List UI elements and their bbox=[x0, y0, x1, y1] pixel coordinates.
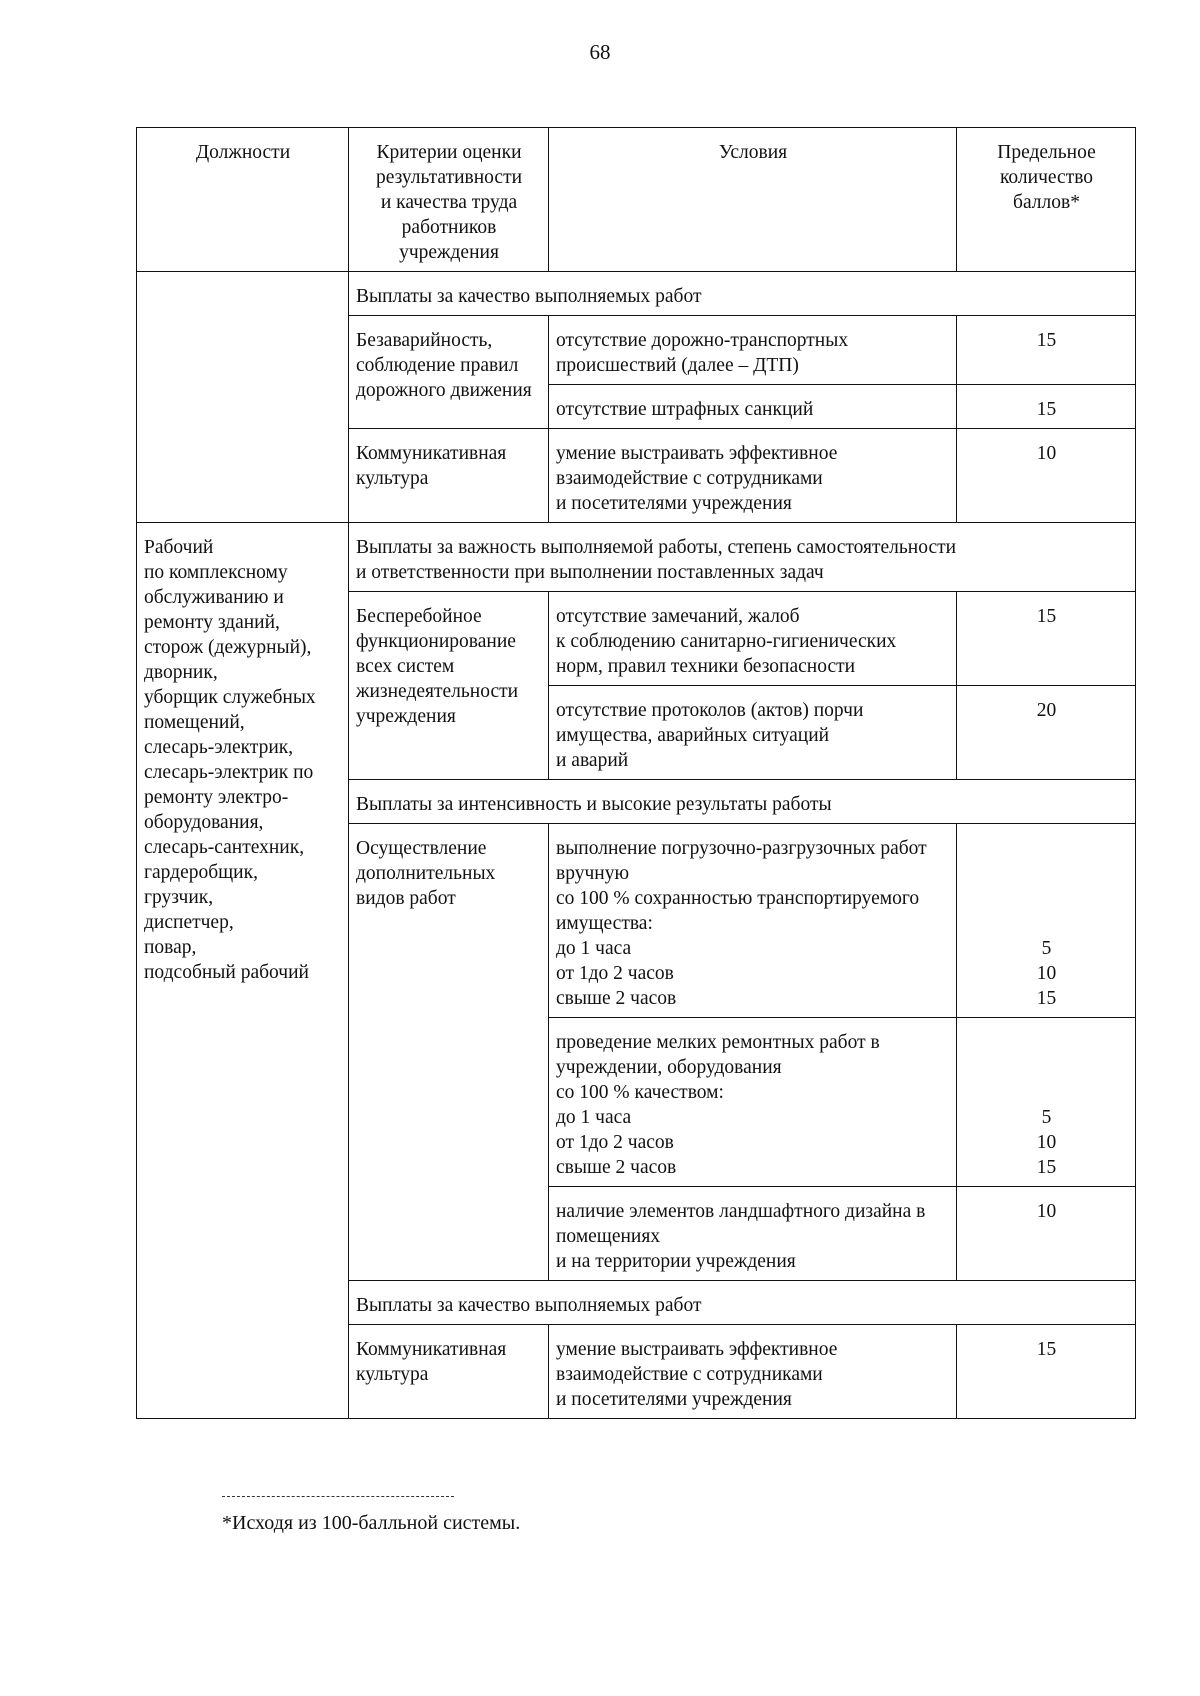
header-conditions: Условия bbox=[549, 128, 957, 272]
section-heading: Выплаты за интенсивность и высокие результаты работы bbox=[349, 780, 1136, 824]
points-cell: 15 bbox=[957, 592, 1136, 686]
condition-cell: наличие элементов ландшафтного дизайна в помещениях и на территории учреждения bbox=[549, 1187, 957, 1281]
criterion-cell: Коммуникативная культура bbox=[349, 1325, 549, 1419]
points-cell: 15 bbox=[957, 385, 1136, 429]
criterion-cell: Безаварийность, соблюдение правил дорожного движения bbox=[349, 316, 549, 429]
condition-cell: умение выстраивать эффективное взаимодействие с сотрудниками и посетителями учреждения bbox=[549, 429, 957, 523]
page-number: 68 bbox=[589, 40, 611, 64]
points-cell: 15 bbox=[957, 1325, 1136, 1419]
section-heading: Выплаты за качество выполняемых работ bbox=[349, 272, 1136, 316]
criteria-table bbox=[136, 127, 1136, 1419]
criterion-cell: Осуществление дополнительных видов работ bbox=[349, 824, 549, 1281]
header-max-points: Предельное количество баллов* bbox=[957, 128, 1136, 272]
criterion-cell: Бесперебойное функционирование всех систем жизнедеятельности учреждения bbox=[349, 592, 549, 780]
condition-cell: отсутствие штрафных санкций bbox=[549, 385, 957, 429]
table-row bbox=[137, 272, 1136, 316]
points-cell: 15 bbox=[957, 316, 1136, 385]
positions-list-cell: Рабочий по комплексному обслуживанию и ремонту зданий, сторож (дежурный), дворник, уборщик служебных помещений, слесарь-электрик, слесарь-электрик по ремонту электро- оборудования, слесарь-сантехник, гардеробщик, грузчик, диспетчер, повар, подсобный рабочий bbox=[137, 523, 349, 1419]
condition-cell: проведение мелких ремонтных работ в учреждении, оборудования со 100 % качеством: до 1 часа от 1до 2 часов свыше 2 часов bbox=[549, 1018, 957, 1187]
footnote: *Исходя из 100-балльной системы. bbox=[222, 1512, 521, 1534]
points-cell: 10 bbox=[957, 429, 1136, 523]
criterion-cell: Коммуникативная культура bbox=[349, 429, 549, 523]
table-row bbox=[137, 523, 1136, 592]
points-cell: 10 bbox=[957, 1187, 1136, 1281]
positions-cell-empty bbox=[137, 272, 349, 523]
condition-cell: выполнение погрузочно-разгрузочных работ вручную со 100 % сохранностью транспортируемого имущества: до 1 часа от 1до 2 часов свыше 2 часов bbox=[549, 824, 957, 1018]
condition-cell: отсутствие дорожно-транспортных происшествий (далее – ДТП) bbox=[549, 316, 957, 385]
condition-cell: отсутствие протоколов (актов) порчи имущества, аварийных ситуаций и аварий bbox=[549, 686, 957, 780]
footnote-separator bbox=[222, 1496, 454, 1497]
section-heading: Выплаты за важность выполняемой работы, степень самостоятельности и ответственности при выполнении поставленных задач bbox=[349, 523, 1136, 592]
points-cell: 20 bbox=[957, 686, 1136, 780]
points-cell: 5 10 15 bbox=[957, 1018, 1136, 1187]
section-heading: Выплаты за качество выполняемых работ bbox=[349, 1281, 1136, 1325]
header-row bbox=[137, 128, 1136, 272]
condition-cell: отсутствие замечаний, жалоб к соблюдению санитарно-гигиенических норм, правил техники безопасности bbox=[549, 592, 957, 686]
points-cell: 5 10 15 bbox=[957, 824, 1136, 1018]
condition-cell: умение выстраивать эффективное взаимодействие с сотрудниками и посетителями учреждения bbox=[549, 1325, 957, 1419]
header-criteria: Критерии оценки результативности и качества труда работников учреждения bbox=[349, 128, 549, 272]
header-positions: Должности bbox=[137, 128, 349, 272]
